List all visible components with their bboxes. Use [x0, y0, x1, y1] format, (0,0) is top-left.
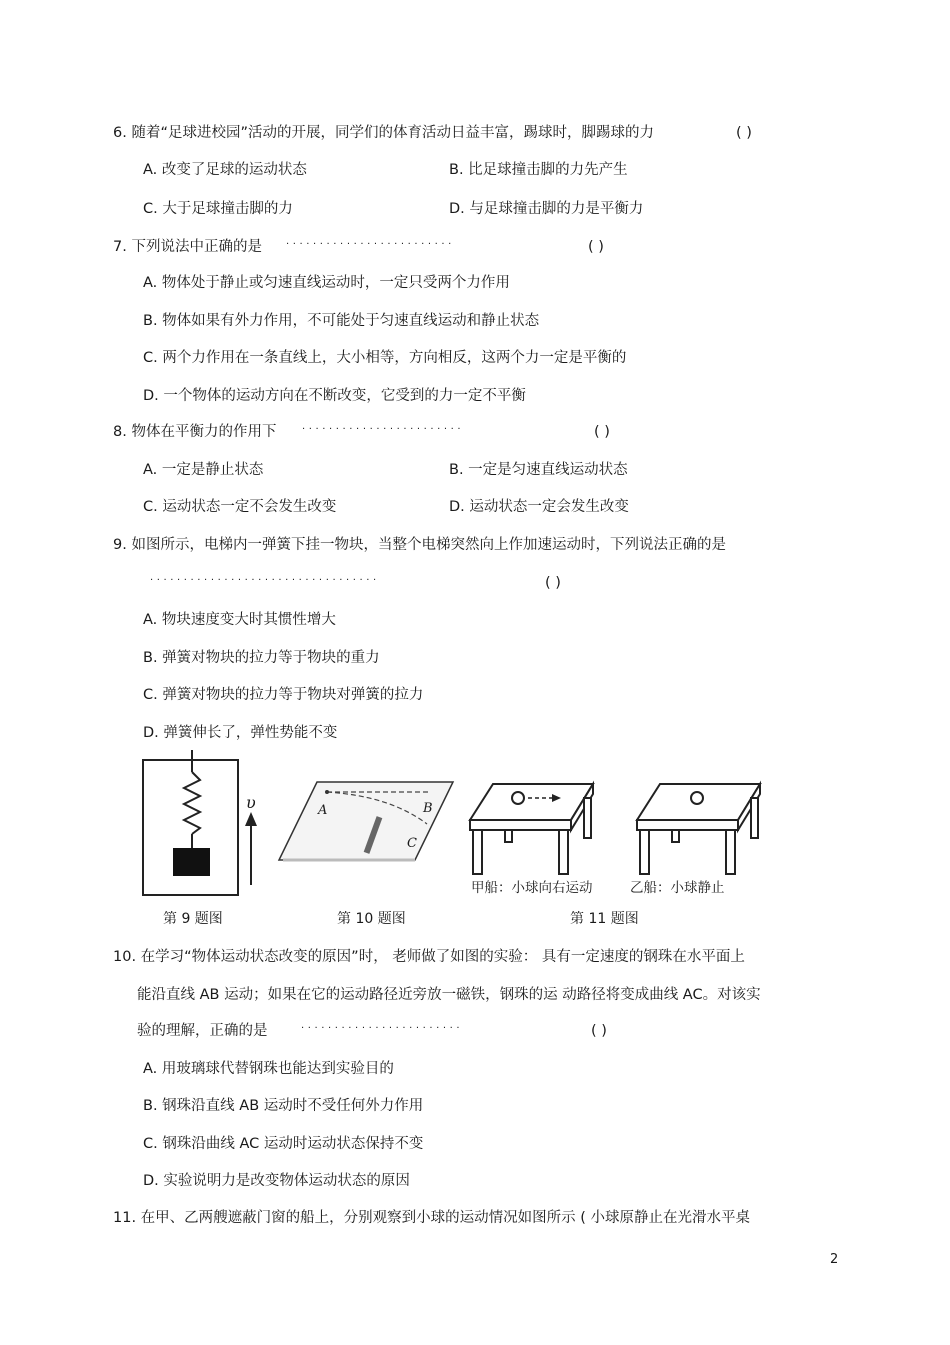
figure-10-caption: 第 10 题图	[337, 911, 406, 927]
q6-answer-paren: ( )	[736, 125, 752, 141]
q6-stem: 6. 随着“足球进校园”活动的开展，同学们的体育活动日益丰富，踢球时，脚踢球的力	[113, 125, 654, 141]
q8-answer-paren: ( )	[594, 424, 610, 440]
q10-option-c: C. 钢珠沿曲线 AC 运动时运动状态保持不变	[143, 1136, 424, 1152]
q9-option-a: A. 物块速度变大时其惯性增大	[143, 612, 336, 628]
q10-stem-line-1: 10. 在学习“物体运动状态改变的原因”时， 老师做了如图的实验： 具有一定速度的钢珠在水平面上	[113, 949, 745, 965]
q8-leader-dots: · · · · · · · · · · · · · · · · · · · · · · · ·	[302, 424, 461, 435]
q8-option-b: B. 一定是匀速直线运动状态	[449, 462, 628, 478]
figure-10-steel-ball-board	[275, 778, 455, 868]
q7-stem: 7. 下列说法中正确的是	[113, 239, 262, 255]
q8-option-c: C. 运动状态一定不会发生改变	[143, 499, 337, 515]
q9-option-d: D. 弹簧伸长了，弹性势能不变	[143, 725, 338, 741]
q10-option-b: B. 钢珠沿直线 AB 运动时不受任何外力作用	[143, 1098, 424, 1114]
figure-10-label-a: A	[318, 803, 328, 818]
figure-10-label-b: B	[423, 801, 433, 816]
q8-option-d: D. 运动状态一定会发生改变	[449, 499, 629, 515]
figure-11-caption-left: 甲船：小球向右运动	[471, 880, 593, 896]
q8-option-a: A. 一定是静止状态	[143, 462, 264, 478]
q6-option-c: C. 大于足球撞击脚的力	[143, 201, 293, 217]
q10-option-a: A. 用玻璃球代替钢珠也能达到实验目的	[143, 1061, 394, 1077]
q9-answer-paren: ( )	[545, 575, 561, 591]
q9-option-c: C. 弹簧对物块的拉力等于物块对弹簧的拉力	[143, 687, 424, 703]
q6-option-a: A. 改变了足球的运动状态	[143, 162, 307, 178]
q7-answer-paren: ( )	[588, 239, 604, 255]
figure-11-caption-right: 乙船：小球静止	[630, 880, 725, 896]
figure-9-velocity-label: υ	[246, 793, 256, 812]
q6-option-b: B. 比足球撞击脚的力先产生	[449, 162, 628, 178]
q10-stem-line-2: 能沿直线 AB 运动；如果在它的运动路径近旁放一磁铁，钢珠的运 动路径将变成曲线 AC。对该实	[137, 987, 761, 1003]
q7-option-c: C. 两个力作用在一条直线上，大小相等，方向相反，这两个力一定是平衡的	[143, 350, 627, 366]
q11-stem: 11. 在甲、乙两艘遮蔽门窗的船上，分别观察到小球的运动情况如图所示 ( 小球原静止在光滑水平桌	[113, 1210, 751, 1226]
figure-9-caption: 第 9 题图	[163, 911, 223, 927]
q10-option-d: D. 实验说明力是改变物体运动状态的原因	[143, 1173, 410, 1189]
figure-11-caption: 第 11 题图	[570, 911, 639, 927]
q10-answer-paren: ( )	[591, 1023, 607, 1039]
q9-leader-dots: · · · · · · · · · · · · · · · · · · · · · · · · · · · · · · · · · ·	[150, 575, 377, 586]
q9-option-b: B. 弹簧对物块的拉力等于物块的重力	[143, 650, 380, 666]
figure-10-label-c: C	[407, 836, 417, 851]
q10-stem-line-3: 验的理解，正确的是	[137, 1023, 268, 1039]
q7-leader-dots: · · · · · · · · · · · · · · · · · · · · · · · · ·	[286, 239, 452, 250]
figure-9-elevator	[138, 750, 268, 900]
q7-option-d: D. 一个物体的运动方向在不断改变，它受到的力一定不平衡	[143, 388, 526, 404]
q6-option-d: D. 与足球撞击脚的力是平衡力	[449, 201, 644, 217]
q9-stem: 9. 如图所示，电梯内一弹簧下挂一物块，当整个电梯突然向上作加速运动时，下列说法正确的是	[113, 537, 726, 553]
q7-option-b: B. 物体如果有外力作用，不可能处于匀速直线运动和静止状态	[143, 313, 540, 329]
figure-11-tables	[465, 780, 765, 880]
page-number: 2	[830, 1252, 839, 1267]
q10-leader-dots: · · · · · · · · · · · · · · · · · · · · · · · ·	[301, 1023, 460, 1034]
q7-option-a: A. 物体处于静止或匀速直线运动时，一定只受两个力作用	[143, 275, 510, 291]
q8-stem: 8. 物体在平衡力的作用下	[113, 424, 277, 440]
